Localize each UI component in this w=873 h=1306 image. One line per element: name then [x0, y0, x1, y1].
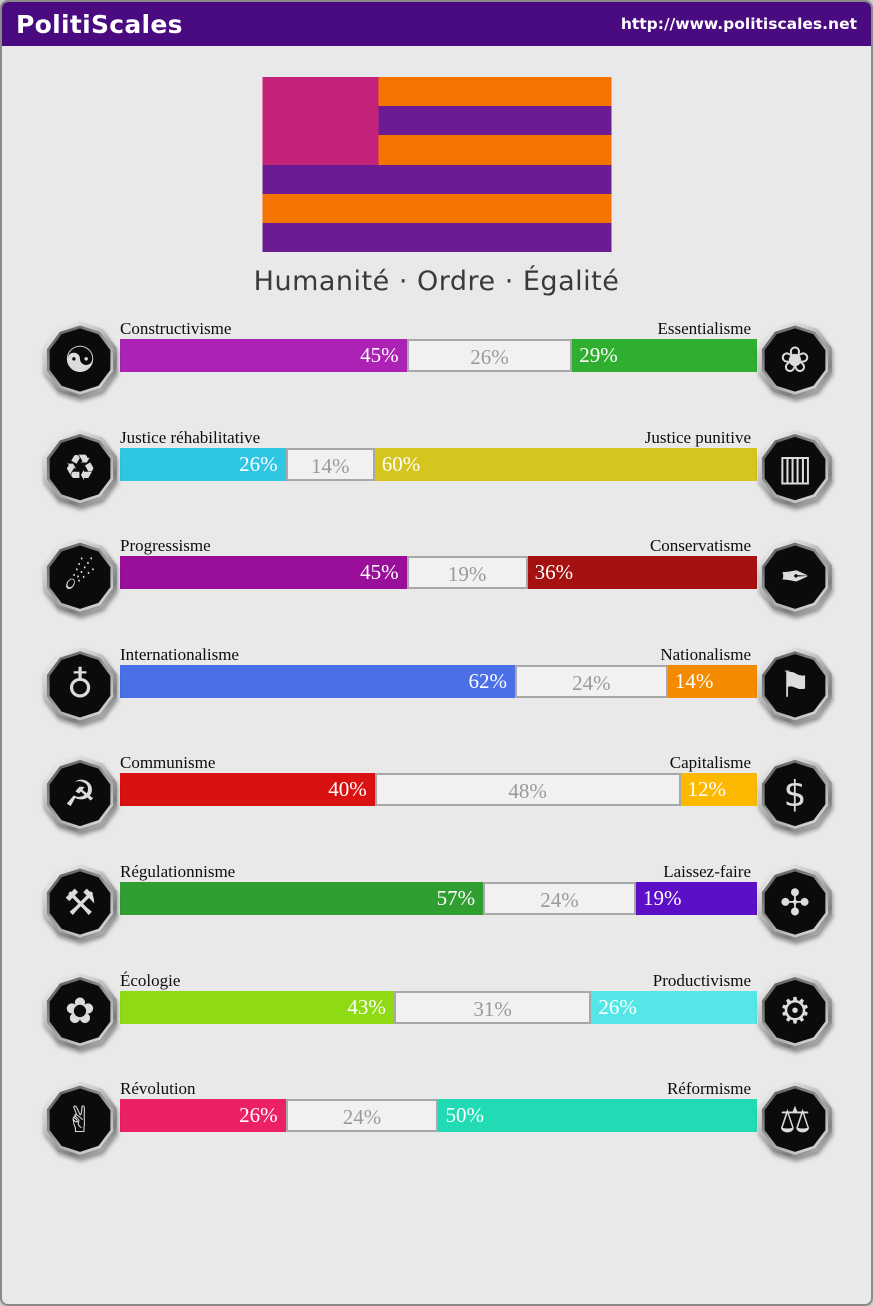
punitive-justice-icon: [755, 429, 835, 509]
axis-left-label: Internationalisme: [120, 644, 239, 664]
right-segment: 60%: [375, 448, 757, 481]
punitive-justice-icon-glyph: ▥: [777, 448, 812, 490]
left-segment: 57%: [120, 882, 483, 915]
communism-icon-glyph: ☭: [63, 773, 97, 815]
axes-list: [2, 2, 871, 1304]
ecology-icon: [40, 972, 120, 1052]
internationalism-icon-glyph: ♁: [66, 665, 94, 707]
laissez-faire-icon-glyph: ✣: [779, 882, 811, 924]
reformism-icon: [755, 1080, 835, 1160]
left-segment: 43%: [120, 991, 394, 1024]
axis-right-label: Justice punitive: [644, 427, 751, 447]
axis-row: [2, 537, 871, 637]
rehabilitative-justice-icon: [40, 429, 120, 509]
axis-labels: [120, 971, 751, 990]
neutral-segment: 24%: [286, 1099, 439, 1132]
neutral-segment: 19%: [407, 556, 528, 589]
rehabilitative-justice-icon-glyph: ♻: [63, 448, 97, 490]
neutral-segment: 48%: [375, 773, 681, 806]
productivism-icon: [755, 972, 835, 1052]
conservatism-icon-glyph: ✒: [779, 556, 811, 598]
axis-row: [2, 863, 871, 963]
axis-row: [2, 646, 871, 746]
essentialism-icon-glyph: ❀: [779, 339, 811, 381]
revolution-icon-glyph: ✌: [64, 1099, 96, 1141]
axis-row: [2, 972, 871, 1072]
axis-row: [2, 429, 871, 529]
axis-left-label: Constructivisme: [120, 319, 232, 338]
axis-labels: [120, 428, 751, 447]
axis-left-label: Écologie: [120, 970, 181, 990]
left-segment: 62%: [120, 665, 515, 698]
capitalism-icon: [755, 754, 835, 834]
axis-labels: [120, 753, 751, 772]
constructivism-icon: [40, 320, 120, 400]
result-slogan: Humanité · Ordre · Égalité: [253, 266, 620, 297]
right-segment: 50%: [438, 1099, 757, 1132]
revolution-icon: [40, 1080, 120, 1160]
regulationism-icon: [40, 863, 120, 943]
internationalism-icon: [40, 646, 120, 726]
progressivism-icon: [40, 537, 120, 617]
axis-bar: [120, 991, 757, 1024]
axis-right-label: Capitalisme: [669, 753, 751, 773]
right-segment: 26%: [591, 991, 757, 1024]
site-title: PolitiScales: [16, 9, 183, 39]
left-segment: 45%: [120, 556, 407, 589]
right-segment: 29%: [572, 339, 757, 372]
neutral-segment: 31%: [394, 991, 591, 1024]
axis-left-label: Communisme: [120, 753, 216, 773]
left-segment: 45%: [120, 339, 407, 372]
axis-left-label: Justice réhabilitative: [120, 427, 261, 447]
axis-left-label: Régulationnisme: [120, 862, 236, 881]
right-segment: 36%: [528, 556, 757, 589]
axis-labels: [120, 536, 751, 555]
axis-bar: [120, 448, 757, 481]
axis-left-label: Révolution: [120, 1079, 196, 1099]
right-segment: 14%: [668, 665, 757, 698]
axis-bar: [120, 773, 757, 806]
axis-labels: [120, 862, 751, 881]
axis-labels: [120, 1079, 751, 1098]
right-segment: 12%: [681, 773, 757, 806]
axis-row: [2, 754, 871, 854]
site-url-link[interactable]: http://www.politiscales.net: [620, 15, 857, 33]
axis-row: [2, 320, 871, 420]
laissez-faire-icon: [755, 863, 835, 943]
constructivism-icon-glyph: ☯: [63, 339, 97, 381]
axis-right-label: Conservatisme: [649, 536, 751, 556]
neutral-segment: 26%: [407, 339, 573, 372]
nationalism-icon-glyph: ⚑: [778, 665, 812, 707]
axis-labels: [120, 319, 751, 338]
axis-right-label: Essentialisme: [657, 319, 751, 338]
productivism-icon-glyph: ⚙: [778, 991, 812, 1033]
axis-right-label: Réformisme: [666, 1079, 751, 1099]
left-segment: 26%: [120, 1099, 286, 1132]
conservatism-icon: [755, 537, 835, 617]
regulationism-icon-glyph: ⚒: [63, 882, 97, 924]
axis-bar: [120, 665, 757, 698]
neutral-segment: 14%: [286, 448, 375, 481]
essentialism-icon: [755, 320, 835, 400]
axis-right-label: Laissez-faire: [663, 862, 751, 881]
axis-row: [2, 1080, 871, 1180]
left-segment: 26%: [120, 448, 286, 481]
neutral-segment: 24%: [483, 882, 636, 915]
right-segment: 19%: [636, 882, 757, 915]
communism-icon: [40, 754, 120, 834]
progressivism-icon-glyph: ☄: [63, 556, 97, 598]
ecology-icon-glyph: ✿: [64, 991, 96, 1033]
reformism-icon-glyph: ⚖: [778, 1099, 812, 1141]
axis-right-label: Productivisme: [652, 970, 751, 990]
axis-bar: [120, 556, 757, 589]
axis-labels: [120, 645, 751, 664]
neutral-segment: 24%: [515, 665, 668, 698]
capitalism-icon-glyph: $: [783, 773, 807, 815]
left-segment: 40%: [120, 773, 375, 806]
axis-right-label: Nationalisme: [660, 644, 751, 664]
axis-bar: [120, 339, 757, 372]
axis-left-label: Progressisme: [120, 536, 211, 556]
axis-bar: [120, 882, 757, 915]
axis-bar: [120, 1099, 757, 1132]
nationalism-icon: [755, 646, 835, 726]
